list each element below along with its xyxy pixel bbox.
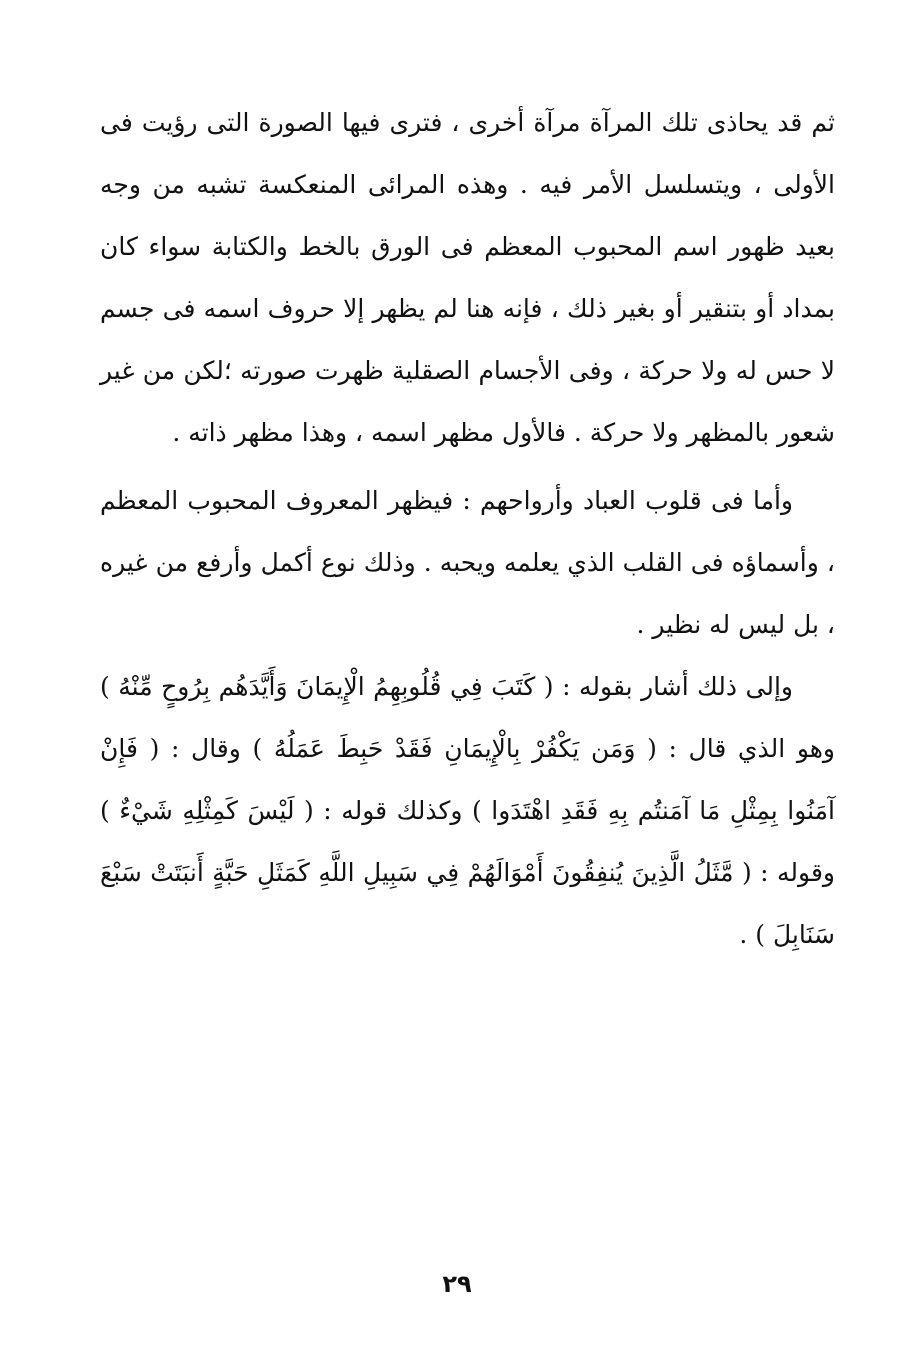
- quran-verse-2: ( وَمَن يَكْفُرْ بِالْإِيمَانِ فَقَدْ حَبِطَ عَمَلُهُ ): [252, 734, 657, 763]
- quotes-connector-1: وهو الذي قال :: [656, 734, 835, 763]
- paragraph-hearts-of-servants: وأما فى قلوب العباد وأرواحهم : فيظهر المعروف المحبوب المعظم ، وأسماؤه فى القلب الذي يعلمه ويحبه . وذلك نوع أكمل وأرفع من غيره ، بل ليس له نظير .: [100, 486, 835, 639]
- paragraph-mirror-reflection: ثم قد يحاذى تلك المرآة مرآة أخرى ، فترى فيها الصورة التى رؤيت فى الأولى ، ويتسلسل الأمر فيه . وهذه المرائى المنعكسة تشبه من وجه بعيد ظهور اسم المحبوب المعظم فى الورق بالخط والكتابة سواء كان بمداد أو بتنقير أو بغير ذلك ، فإنه هنا لم يظهر إلا حروف اسمه فى جسم لا حس له ولا حركة ، وفى الأجسام الصقلية ظهرت صورته ؛لكن من غير شعور بالمظهر ولا حركة . فالأول مظهر اسمه ، وهذا مظهر ذاته .: [100, 108, 835, 447]
- page-number: ٢٩: [442, 1270, 472, 1298]
- quran-verse-4: ( لَيْسَ كَمِثْلِهِ شَيْءٌ ): [100, 796, 314, 825]
- quran-verse-1: ( كَتَبَ فِي قُلُوبِهِمُ الْإِيمَانَ وَأَيَّدَهُم بِرُوحٍ مِّنْهُ ): [100, 672, 554, 701]
- quotes-ending: .: [739, 920, 756, 949]
- quotes-connector-4: وقوله :: [751, 858, 835, 887]
- quotes-intro: وإلى ذلك أشار بقوله :: [553, 672, 793, 701]
- quran-verse-5: ( مَّثَلُ الَّذِينَ يُنفِقُونَ أَمْوَالَهُمْ فِي سَبِيلِ اللَّهِ كَمَثَلِ حَبَّةٍ أَنبَتَتْ سَبْعَ سَنَابِلَ ): [100, 858, 835, 949]
- paragraph-quranic-quotes: [100, 656, 835, 966]
- quotes-connector-2: وقال :: [159, 734, 253, 763]
- quran-verse-3: ( فَإِنْ آمَنُوا بِمِثْلِ مَا آمَنتُم بِهِ فَقَدِ اهْتَدَوا ): [100, 734, 835, 825]
- quotes-connector-3: وكذلك قوله :: [313, 796, 472, 825]
